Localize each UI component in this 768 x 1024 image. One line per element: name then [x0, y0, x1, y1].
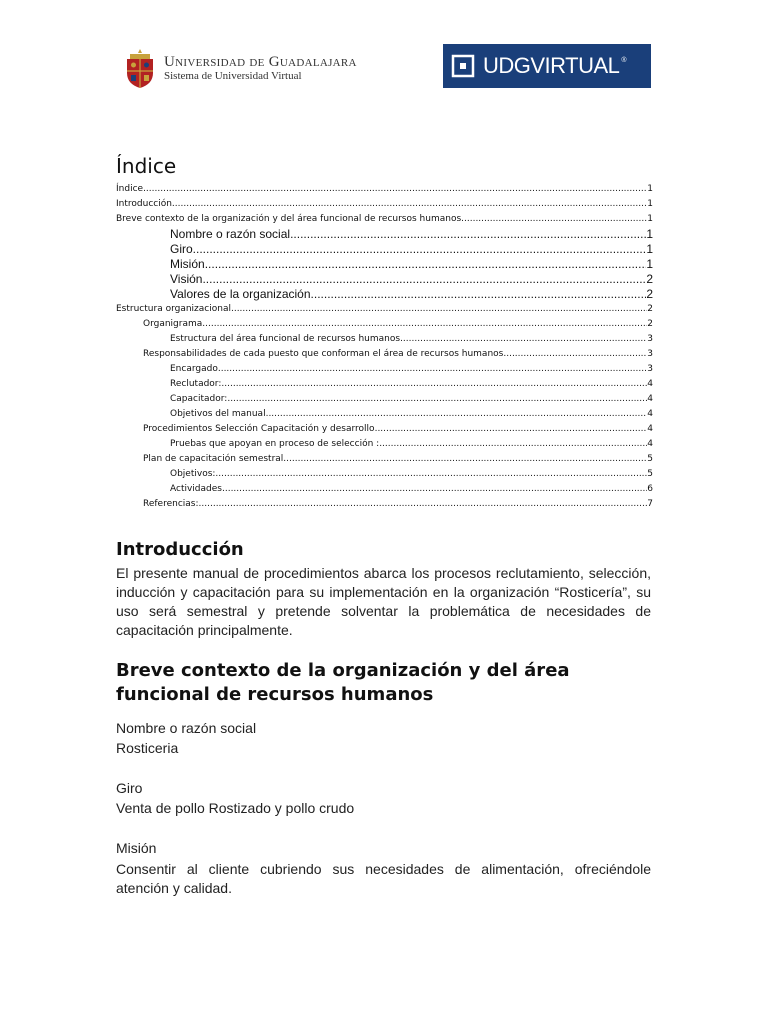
toc-dot-leader [311, 287, 647, 302]
toc-dot-leader [266, 407, 648, 422]
udg-name: Universidad de Guadalajara [164, 54, 357, 70]
toc-dot-leader [379, 437, 647, 452]
toc-entry[interactable] [116, 392, 653, 407]
toc-entry-title: Breve contexto de la organización y del área funcional de recursos humanos [116, 214, 462, 224]
toc-page-number: 4 [647, 394, 653, 404]
toc-entry-title: Objetivos del manual [170, 409, 266, 419]
toc-dot-leader [231, 302, 647, 317]
mision-value: Consentir al cliente cubriendo sus necesidades de alimentación, ofreciéndole atención y calidad. [116, 861, 651, 896]
toc-entry[interactable] [116, 287, 653, 302]
toc-page-number: 1 [646, 242, 653, 256]
registered-mark: ® [621, 56, 627, 64]
toc-heading: Índice [116, 154, 177, 178]
toc-page-number: 3 [647, 334, 653, 344]
toc-entry[interactable] [116, 497, 653, 512]
toc-entry-title: Nombre o razón social [170, 227, 291, 241]
toc-entry-title: Procedimientos Selección Capacitación y desarrollo [143, 424, 375, 434]
intro-paragraph: El presente manual de procedimientos abarca los procesos reclutamiento, selección, inducción y capacitación para su implementación en la organización “Rosticería”, su uso será semestral y pretende solventar la problemática de necesidades de capacitación principalmente. [116, 565, 651, 638]
toc-dot-leader [218, 362, 647, 377]
toc-dot-leader [205, 257, 647, 272]
toc-dot-leader [283, 452, 647, 467]
name-value: Rosticeria [116, 740, 179, 756]
toc-page-number: 2 [647, 319, 653, 329]
toc-entry-title: Valores de la organización [170, 287, 311, 301]
toc-entry-title: Capacitador: [170, 394, 228, 404]
toc-entry[interactable] [116, 302, 653, 317]
name-label: Nombre o razón social [116, 720, 257, 736]
toc-dot-leader [193, 242, 647, 257]
toc-dot-leader [227, 392, 647, 407]
toc-page-number: 1 [646, 227, 653, 241]
mision-label: Misión [116, 840, 157, 856]
toc-page-number: 1 [647, 184, 653, 194]
virtual-logo-text: UDGVIRTUAL [483, 53, 620, 78]
toc-page-number: 2 [646, 287, 653, 301]
toc-entry-title: Pruebas que apoyan en proceso de selección : [170, 439, 380, 449]
toc-entry-title: Referencias: [143, 499, 199, 509]
toc-dot-leader [400, 332, 647, 347]
toc-dot-leader [221, 377, 647, 392]
toc-page-number: 1 [646, 257, 653, 271]
toc-entry[interactable] [116, 347, 653, 362]
toc-entry[interactable] [116, 362, 653, 377]
toc-entry[interactable] [116, 272, 653, 287]
toc-entry[interactable] [116, 242, 653, 257]
toc-page-number: 2 [646, 272, 653, 286]
table-of-contents [116, 182, 653, 512]
toc-page-number: 5 [647, 469, 653, 479]
virtual-square-icon [451, 54, 475, 78]
toc-dot-leader [143, 182, 647, 197]
toc-entry[interactable] [116, 257, 653, 272]
toc-page-number: 4 [647, 439, 653, 449]
toc-entry-title: Plan de capacitación semestral [143, 454, 284, 464]
toc-dot-leader [199, 497, 648, 512]
toc-entry[interactable] [116, 452, 653, 467]
toc-dot-leader [222, 482, 647, 497]
toc-entry-title: Visión [170, 272, 203, 286]
toc-entry[interactable] [116, 197, 653, 212]
toc-page-number: 1 [647, 214, 653, 224]
toc-dot-leader [215, 467, 647, 482]
toc-page-number: 3 [647, 364, 653, 374]
udg-logo [124, 44, 374, 92]
toc-entry-title: Misión [170, 257, 205, 271]
toc-entry-title: Estructura organizacional [116, 304, 231, 314]
toc-entry[interactable] [116, 467, 653, 482]
context-heading: Breve contexto de la organización y del área funcional de recursos humanos [116, 660, 570, 705]
toc-dot-leader [202, 317, 647, 332]
toc-entry[interactable] [116, 182, 653, 197]
toc-dot-leader [172, 197, 647, 212]
toc-page-number: 5 [647, 454, 653, 464]
toc-entry[interactable] [116, 377, 653, 392]
toc-page-number: 2 [647, 304, 653, 314]
toc-page-number: 4 [647, 424, 653, 434]
toc-entry[interactable] [116, 317, 653, 332]
toc-entry[interactable] [116, 227, 653, 242]
toc-entry[interactable] [116, 212, 653, 227]
toc-entry-title: Estructura del área funcional de recursos humanos [170, 334, 401, 344]
toc-page-number: 3 [647, 349, 653, 359]
toc-dot-leader [503, 347, 647, 362]
toc-entry[interactable] [116, 407, 653, 422]
udg-shield-icon [124, 47, 156, 89]
toc-entry-title: Índice [116, 184, 144, 194]
toc-entry-title: Actividades [170, 484, 222, 494]
toc-page-number: 6 [647, 484, 653, 494]
toc-page-number: 4 [647, 379, 653, 389]
toc-dot-leader [461, 212, 647, 227]
udg-subtitle: Sistema de Universidad Virtual [164, 70, 302, 82]
toc-entry-title: Organigrama [143, 319, 203, 329]
toc-entry-title: Introducción [116, 199, 172, 209]
toc-entry-title: Reclutador: [170, 379, 222, 389]
toc-entry[interactable] [116, 482, 653, 497]
toc-entry-title: Objetivos: [170, 469, 216, 479]
toc-entry-title: Responsabilidades de cada puesto que conforman el área de recursos humanos [143, 349, 504, 359]
udg-virtual-logo [443, 44, 651, 88]
toc-entry-title: Giro [170, 242, 193, 256]
giro-value: Venta de pollo Rostizado y pollo crudo [116, 800, 355, 816]
giro-label: Giro [116, 780, 143, 796]
toc-dot-leader [290, 227, 646, 242]
toc-page-number: 1 [647, 199, 653, 209]
toc-entry-title: Encargado [170, 364, 218, 374]
toc-dot-leader [202, 272, 646, 287]
toc-entry[interactable] [116, 332, 653, 347]
toc-page-number: 4 [647, 409, 653, 419]
toc-entry[interactable] [116, 422, 653, 437]
toc-entry[interactable] [116, 437, 653, 452]
toc-page-number: 7 [647, 499, 653, 509]
toc-dot-leader [375, 422, 648, 437]
intro-heading: Introducción [116, 539, 244, 560]
